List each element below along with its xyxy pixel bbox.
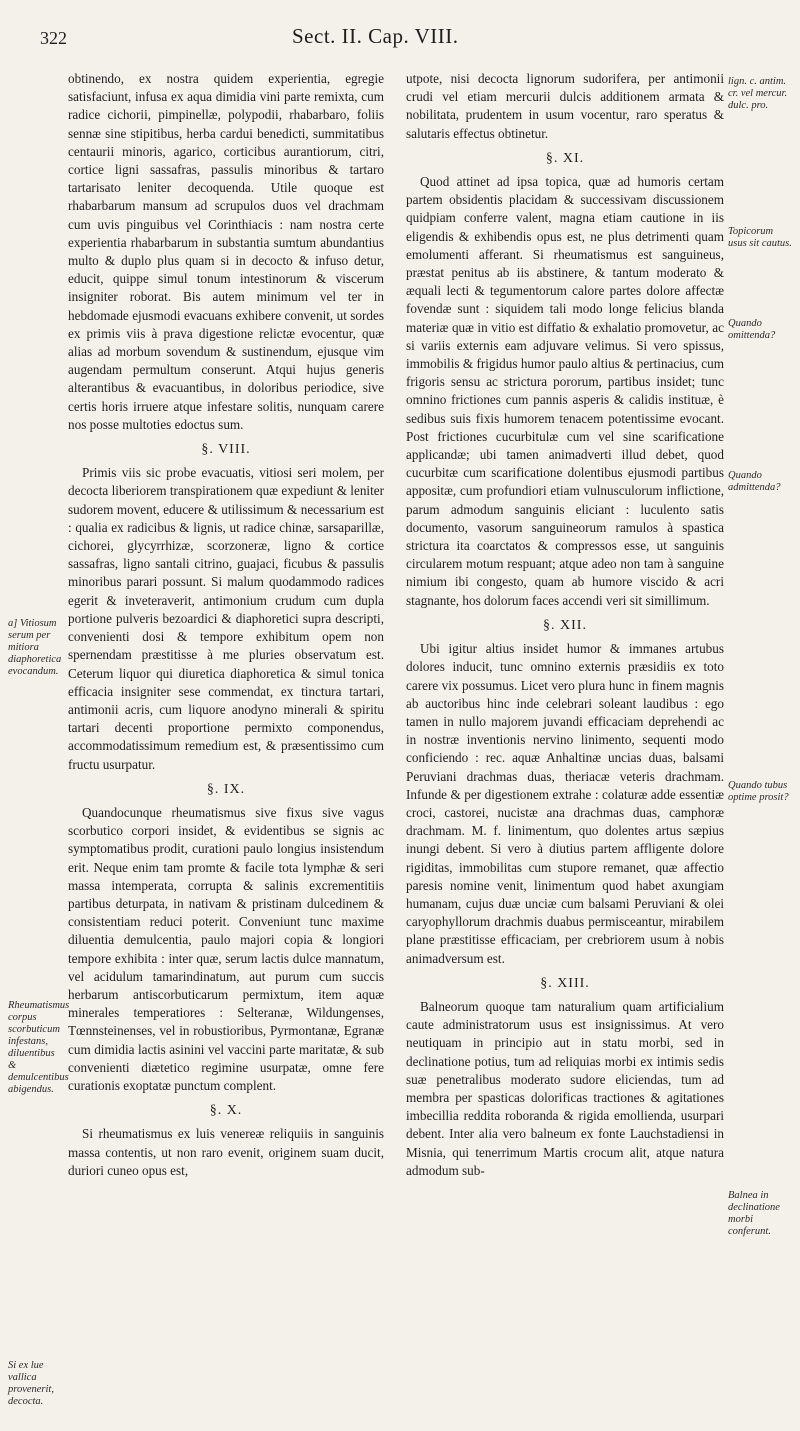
- section-heading: §. XI.: [545, 150, 585, 166]
- paragraph: Si rheumatismus ex luis venereæ reliquiis in sanguinis massa contentis, ut non raro evenit, originem suam ducit, duriori cuneo opus est,: [68, 1126, 384, 1178]
- paragraph: Ubi igitur altius insidet humor & immanes artubus dolores inducit, tunc omnino externis præsidiis ex toto carere vix possumus. Licet vero plura hunc in finem magnis ab auctoribus hinc inde celebrari soleant laudibus : ego tamen in nullo majorem juvandi efficaciam deprehendi ac in nostræ inventionis nervino linimento, sequenti modo conficiendo : rec. aquæ Anhaltinæ uncias duas, balsami Peruviani drachmas duas, theriacæ veteris drachmam. Infunde & per digestionem extrahe : colaturæ adde essentiæ croci, castorei, nucistæ ana drachmas duas, camphoræ drachmam. M. f. linimentum, quo dolentes artus sæpius inungi debent. Si vero à diutius partem affligente dolore rigiditas, immobilitas cum stupore remanet, quæ affectio paresis nomine venit, linimentum quod habet axungiam humanam, cujus duæ unciæ cum balsami Peruviani & olei caryophyllorum drachmis duabus permisceantur, mirabilem plane præstitisse efficaciam, per crebriorem usum à nobis animadversum est.: [406, 641, 724, 966]
- paragraph: obtinendo, ex nostra quidem experientia, egregie satisfaciunt, infusa ex aqua dimidia vini parte remixta, cum radice cichorii, pimpinellæ, polypodii, rhabarbaro, foliis sennæ sine stipitibus, herba cardui benedicti, summitatibus centaurii minoris, agarico, corticibus aurantiorum, citri, cortice ligni sassafras, passulis minoribus & tartaro tartarisato leniter decoquenda. Utile quoque est rhabarbarum mansum ad scrupulos duos vel drachmam cum uvis pinguibus vel Corinthiacis : nam nostra certe experientia rhabarbarum in substantia sumtum abundantius multo & duplo plus quam si in decocto & infuso detur, educit, quippe simul tonum intestinorum & viscerum insigniter roborat. Bis autem minimum vel ter in hebdomade ejusmodi evacuans exhibere convenit, ut sordes ex primis viis à prava digestione relictæ evocentur, quæ alias ad morbum sovendum & sustinendum, ejusque vim augendam permultum conserunt. Atqui hujus generis alterantibus & evacuantibus, in doloribus periodice, sive certis horis irruere atque infestare solitis, nunquam carere nos posse multoties edoctus sum.: [68, 71, 384, 432]
- margin-note: Si ex lue vallica provenerit, decocta.: [8, 1360, 54, 1407]
- paragraph: Quandocunque rheumatismus sive fixus sive vagus scorbutico corpori insidet, & evidentibus se signis ac symptomatibus prodit, curationi paulo longius insistendum erit. Neque enim tam promte & facile tota lymphæ & seri massa intemperata, corrupta & salinis excrementitiis partibus deturpata, in nativam & pristinam dulcedinem & consistentiam reduci poterit. Conveniunt tunc maxime diluentia demulcentia, paulo majori copia & longiori tempore exhibita : inter quæ, serum lactis dulce mannatum, vel acidulum tamarindinatum, aut purum cum succis herbarum antiscorbuticarum permixtum, item aquæ minerales temperatiores : Selteranæ, Wildungenses, Tœnnsteinenses, vel in robustioribus, Pyrmontanæ, Egranæ cum dimidia lactis asinini vel vaccini parte maritatæ, & sub convenienti diætetico regimine usurpatæ, omne fere curationis exoptatæ punctum complent.: [68, 804, 384, 1093]
- right-column: [406, 70, 724, 1180]
- page-number: 322: [40, 28, 67, 48]
- section-heading: §. XIII.: [540, 975, 590, 991]
- margin-note: a] Vitiosum serum per mitiora diaphoretica evocandum.: [8, 618, 62, 677]
- margin-note: Quando tubus optime prosit?: [728, 780, 789, 803]
- margin-note: Quando omittenda?: [728, 318, 776, 341]
- running-head: Sect. II. Cap. VIII.: [292, 24, 459, 48]
- section-heading: §. X.: [209, 1103, 243, 1119]
- paragraph: utpote, nisi decocta lignorum sudorifera, per antimonii crudi vel etiam mercurii dulcis additionem armata & nobilitata, prudentem in usum vocentur, raro speratus & salutaris effectus obtinetur.: [406, 71, 724, 141]
- margin-note: Quando admittenda?: [728, 470, 781, 493]
- left-column: [68, 70, 384, 1180]
- margin-note: Topicorum usus sit cautus.: [728, 226, 792, 249]
- margin-note: Rheumatismus corpus scorbuticum infestans, diluentibus & demulcentibus abigendus.: [8, 1000, 70, 1095]
- section-heading: §. XII.: [543, 617, 587, 633]
- page-header: [30, 22, 770, 58]
- section-heading: §. IX.: [206, 781, 246, 797]
- paragraph: Quod attinet ad ipsa topica, quæ ad humoris certam partem obsidentis placidam & successivam discussionem quidpiam conferre valent, magna etiam cautione in iis eligendis & exhibendis opus est, ne plus detrimenti quam emolumenti afferant. Si rheumatismus est sanguineus, præstat penitus ab iis abstinere, & tantum moderato & æquali lecti & tegumentorum calore partes dolore affectæ fovendæ sunt : siquidem tali modo longe felicius blanda materiæ quæ in vitio est diffatio & exhalatio promovetur, ac si variis externis eam adjuvare velimus. Si vero spissus, immobilis & frigidus humor paulo altius & pertinacius, cum frigoris sensu ac strictura pororum, partibus insidet; tunc omnino frictiones cum pannis asperis & calidis instituæ, è sedibus suis fixis humorem tenacem potentissime evocant. Post frictiones cucurbitulæ cum vel sine scarificatione applicandæ; ubi tamen animadverti illud debet, quod cucurbitæ cum scarificatione dolentibus ejusmodi partibus appositæ, cum profundiori etiam vulnusculorum inflictione, parum admodum sanguinis eliciant : luculento satis documento, vasorum sanguineorum ramulos à spastica strictura ita coarctatos & compressos esse, ut sanguinis circularem motum respuant; atque adeo non tam à sanguine nimium ibi congesto, quam ab humore viscido & acri stagnante, hos dolorum faces accendi veri sit simillimum.: [406, 174, 724, 608]
- margin-note: lign. c. antim. cr. vel mercur. dulc. pro.: [728, 76, 788, 111]
- paragraph: Primis viis sic probe evacuatis, vitiosi seri molem, per decocta liberiorem transpirationem quæ expediunt & leniter sudorem movent, educere & utilissimum & necessarium est : qualia ex radicibus & lignis, ut radice chinæ, sarsaparillæ, cichorei, glycyrrhizæ, scorzoneræ, ligno & cortice sassafras, ligno santali citrino, guajaci, ficubus & passulis minoribus parari possunt. Si malum quodammodo radices egerit & inveteraverit, antimonium crudum cum dupla portione pulveris bezoardici & diaphoretici supra descripti, convenienti dosi & tempore exhibitum opem non spernendam præstitisse à me pluries observatum est. Ceterum liquor qui diuretica diaphoretica & simul tonica efficacia insigniter sese commendat, ex tinctura tartari, antimonii acris, cum liquore anodyno minerali & spiritu tartari decenti proportione permixto componendus, accommodatissimum remedium est, & præsentissimo cum fructu usurpatur.: [68, 465, 384, 772]
- paragraph: Balneorum quoque tam naturalium quam artificialium caute administratorum usus est insignissimus. At vero neutiquam in principio aut in statu morbi, sed in declinatione potius, tum ad reliquias morbi ex intimis sedis suæ penetralibus moderato sudore eliciendas, tum ad membra per spasticas dolorificas tractiones & agitationes imbecillia reddita roboranda & rigida emollienda, usurpari debent. Inter alia vero balneum ex fonte Lauchstadiensi in Misnia, qui tenerrimum Martis crocum alit, atque natura admodum sub-: [406, 998, 724, 1178]
- margin-note: Balnea in declinatione morbi conferunt.: [728, 1190, 780, 1237]
- section-heading: §. VIII.: [201, 442, 251, 458]
